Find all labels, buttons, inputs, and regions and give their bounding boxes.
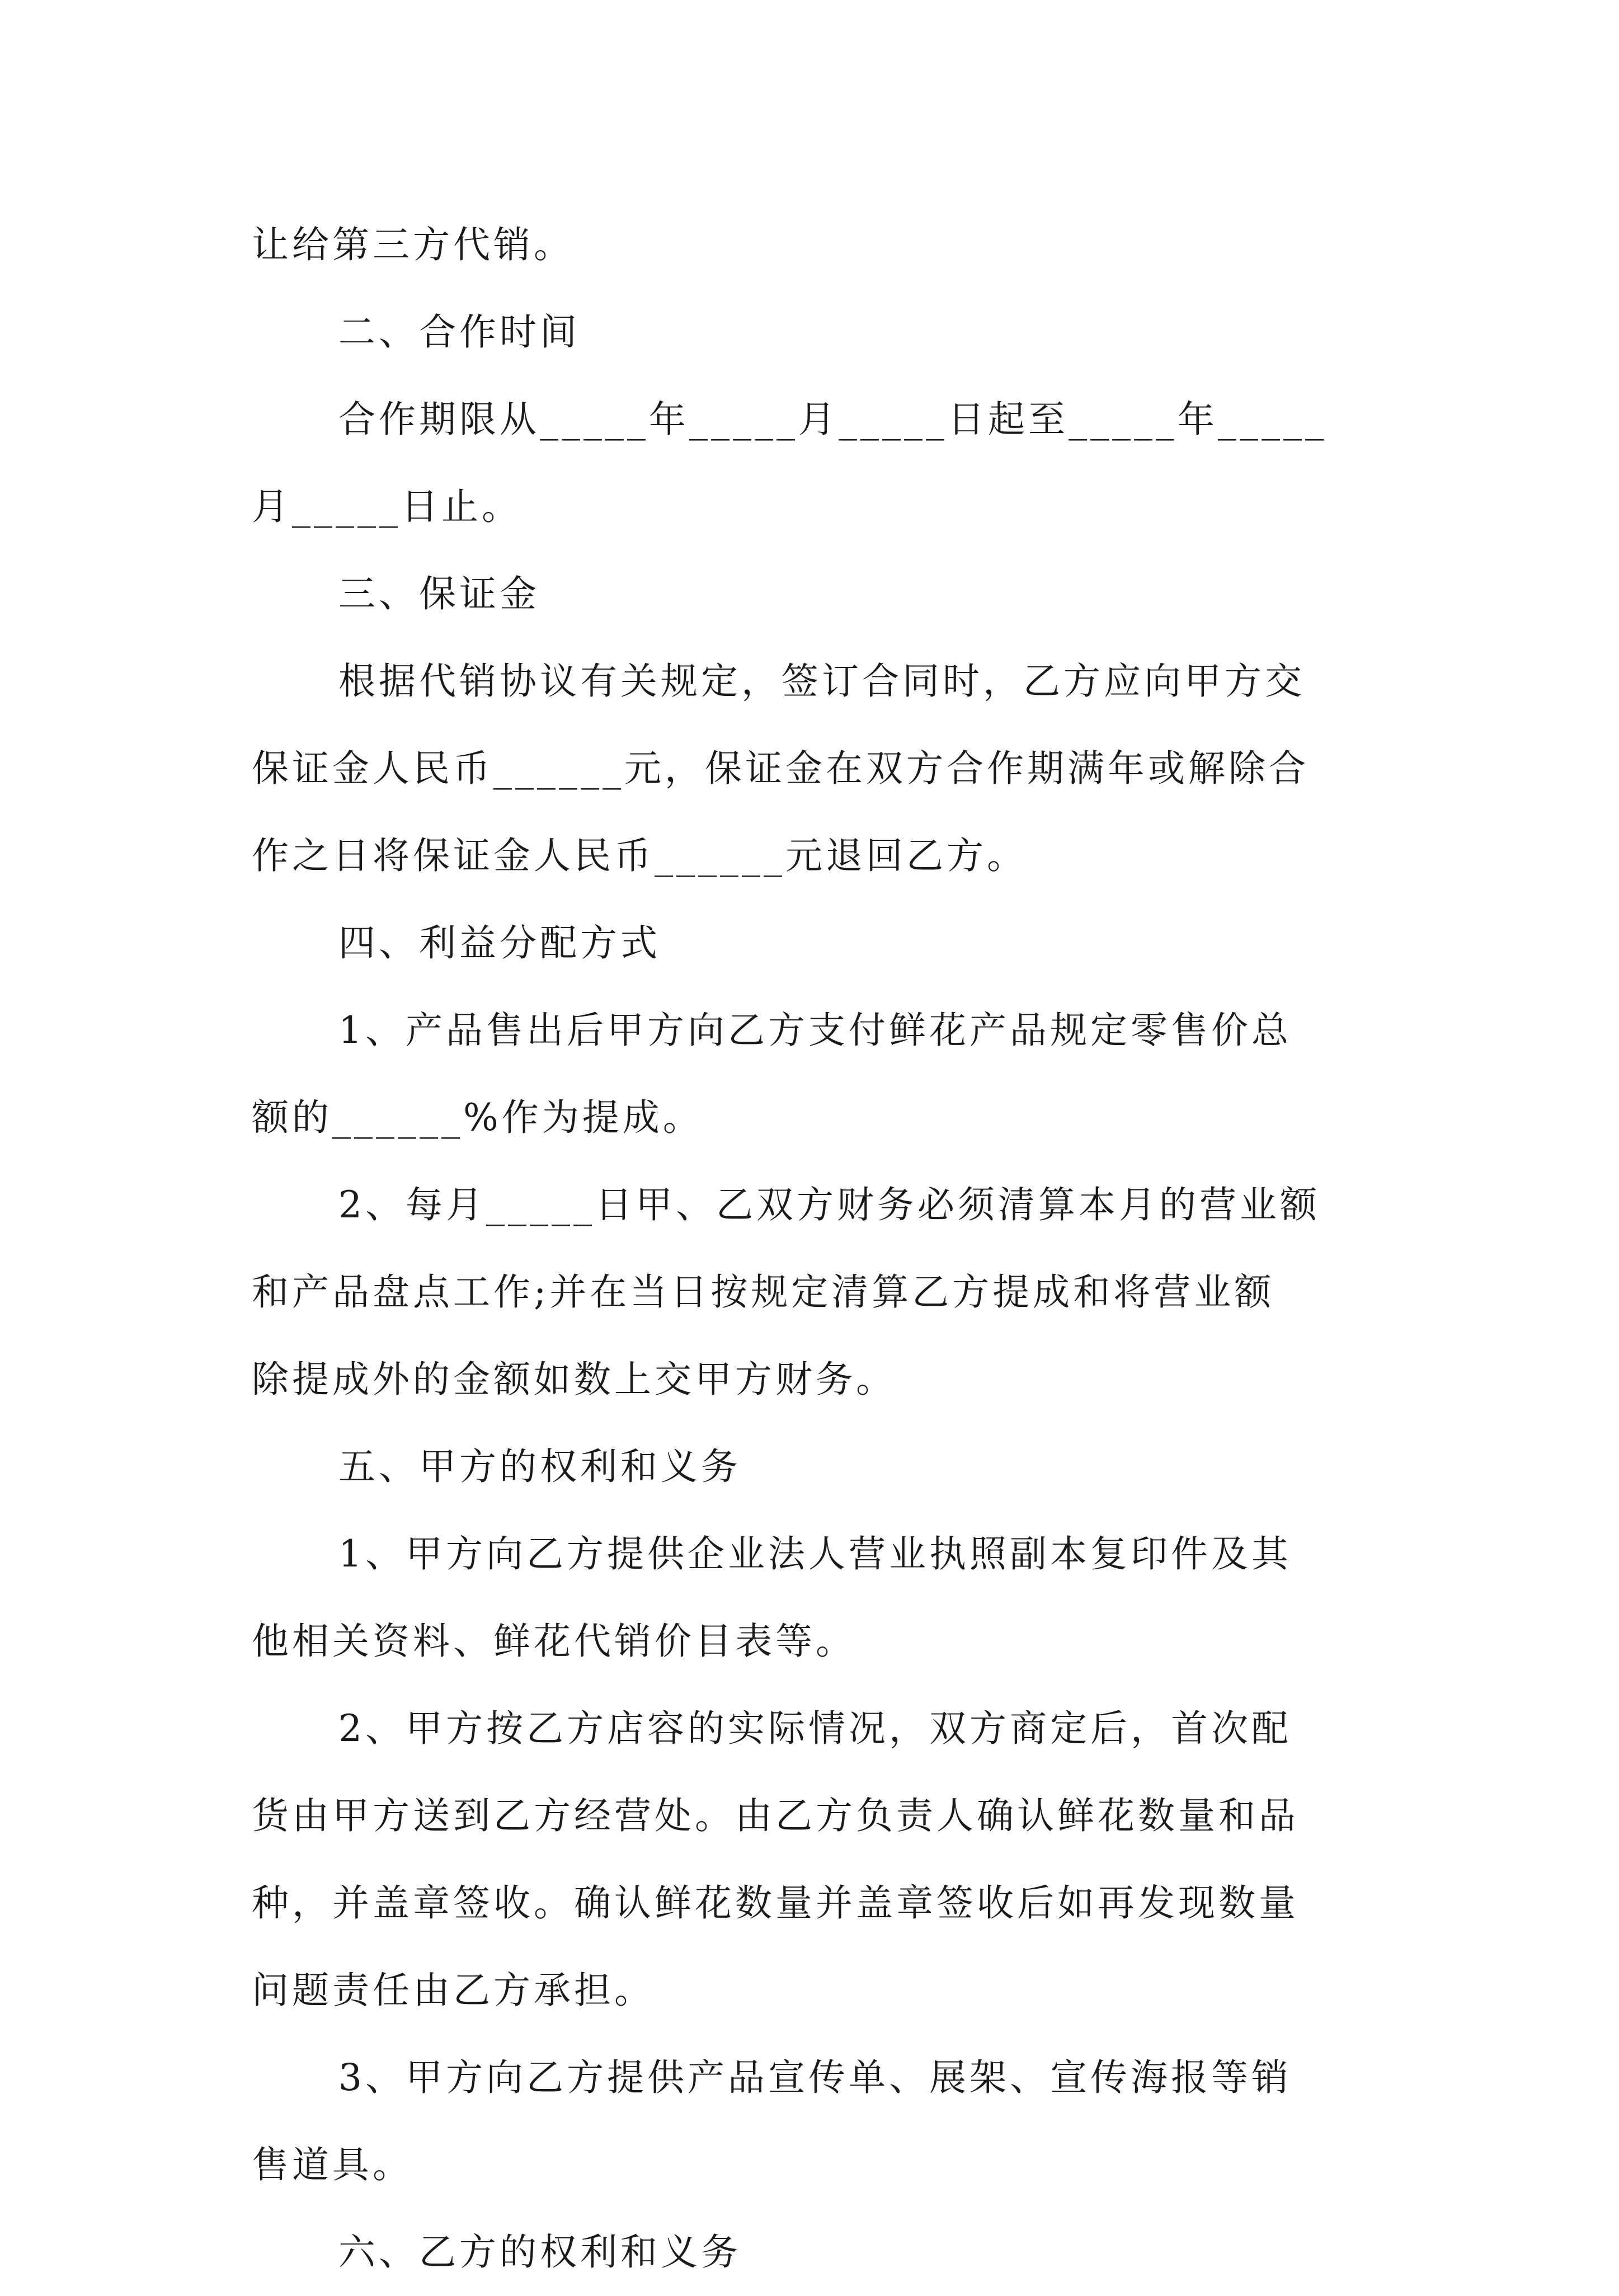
text-line: 种，并盖章签收。确认鲜花数量并盖章签收后如再发现数量 [252, 1881, 1299, 1925]
section-heading-cooperation-time: 二、合作时间 [338, 310, 580, 354]
text-line: 和产品盘点工作;并在当日按规定清算乙方提成和将营业额 [252, 1271, 1275, 1314]
text-line: 保证金人民币______元，保证金在双方合作期满年或解除合 [252, 747, 1309, 790]
text-line: 合作期限从_____年_____月_____日起至_____年_____ [338, 398, 1327, 441]
section-heading-party-a-rights: 五、甲方的权利和义务 [338, 1445, 741, 1488]
text-line: 2、甲方按乙方店容的实际情况，双方商定后，首次配 [338, 1707, 1292, 1750]
text-line: 3、甲方向乙方提供产品宣传单、展架、宣传海报等销 [338, 2056, 1292, 2099]
text-line: 2、每月_____日甲、乙双方财务必须清算本月的营业额 [338, 1183, 1320, 1226]
text-line: 让给第三方代销。 [252, 223, 574, 266]
section-heading-profit-distribution: 四、利益分配方式 [338, 921, 661, 964]
text-line: 问题责任由乙方承担。 [252, 1969, 655, 2012]
text-line: 1、产品售出后甲方向乙方支付鲜花产品规定零售价总 [338, 1009, 1292, 1052]
text-line: 根据代销协议有关规定，签订合同时，乙方应向甲方交 [338, 660, 1305, 703]
text-line: 额的______%作为提成。 [252, 1096, 703, 1139]
document-body [252, 201, 1387, 2296]
text-line: 1、甲方向乙方提供企业法人营业执照副本复印件及其 [338, 1532, 1292, 1575]
text-line: 月_____日止。 [252, 485, 522, 528]
section-heading-party-b-rights: 六、乙方的权利和义务 [338, 2231, 741, 2274]
text-line: 作之日将保证金人民币______元退回乙方。 [252, 834, 1027, 877]
text-line: 除提成外的金额如数上交甲方财务。 [252, 1358, 896, 1401]
text-line: 他相关资料、鲜花代销价目表等。 [252, 1620, 856, 1663]
section-heading-deposit: 三、保证金 [338, 572, 540, 615]
text-line: 售道具。 [252, 2143, 413, 2186]
text-line: 货由甲方送到乙方经营处。由乙方负责人确认鲜花数量和品 [252, 1794, 1299, 1837]
